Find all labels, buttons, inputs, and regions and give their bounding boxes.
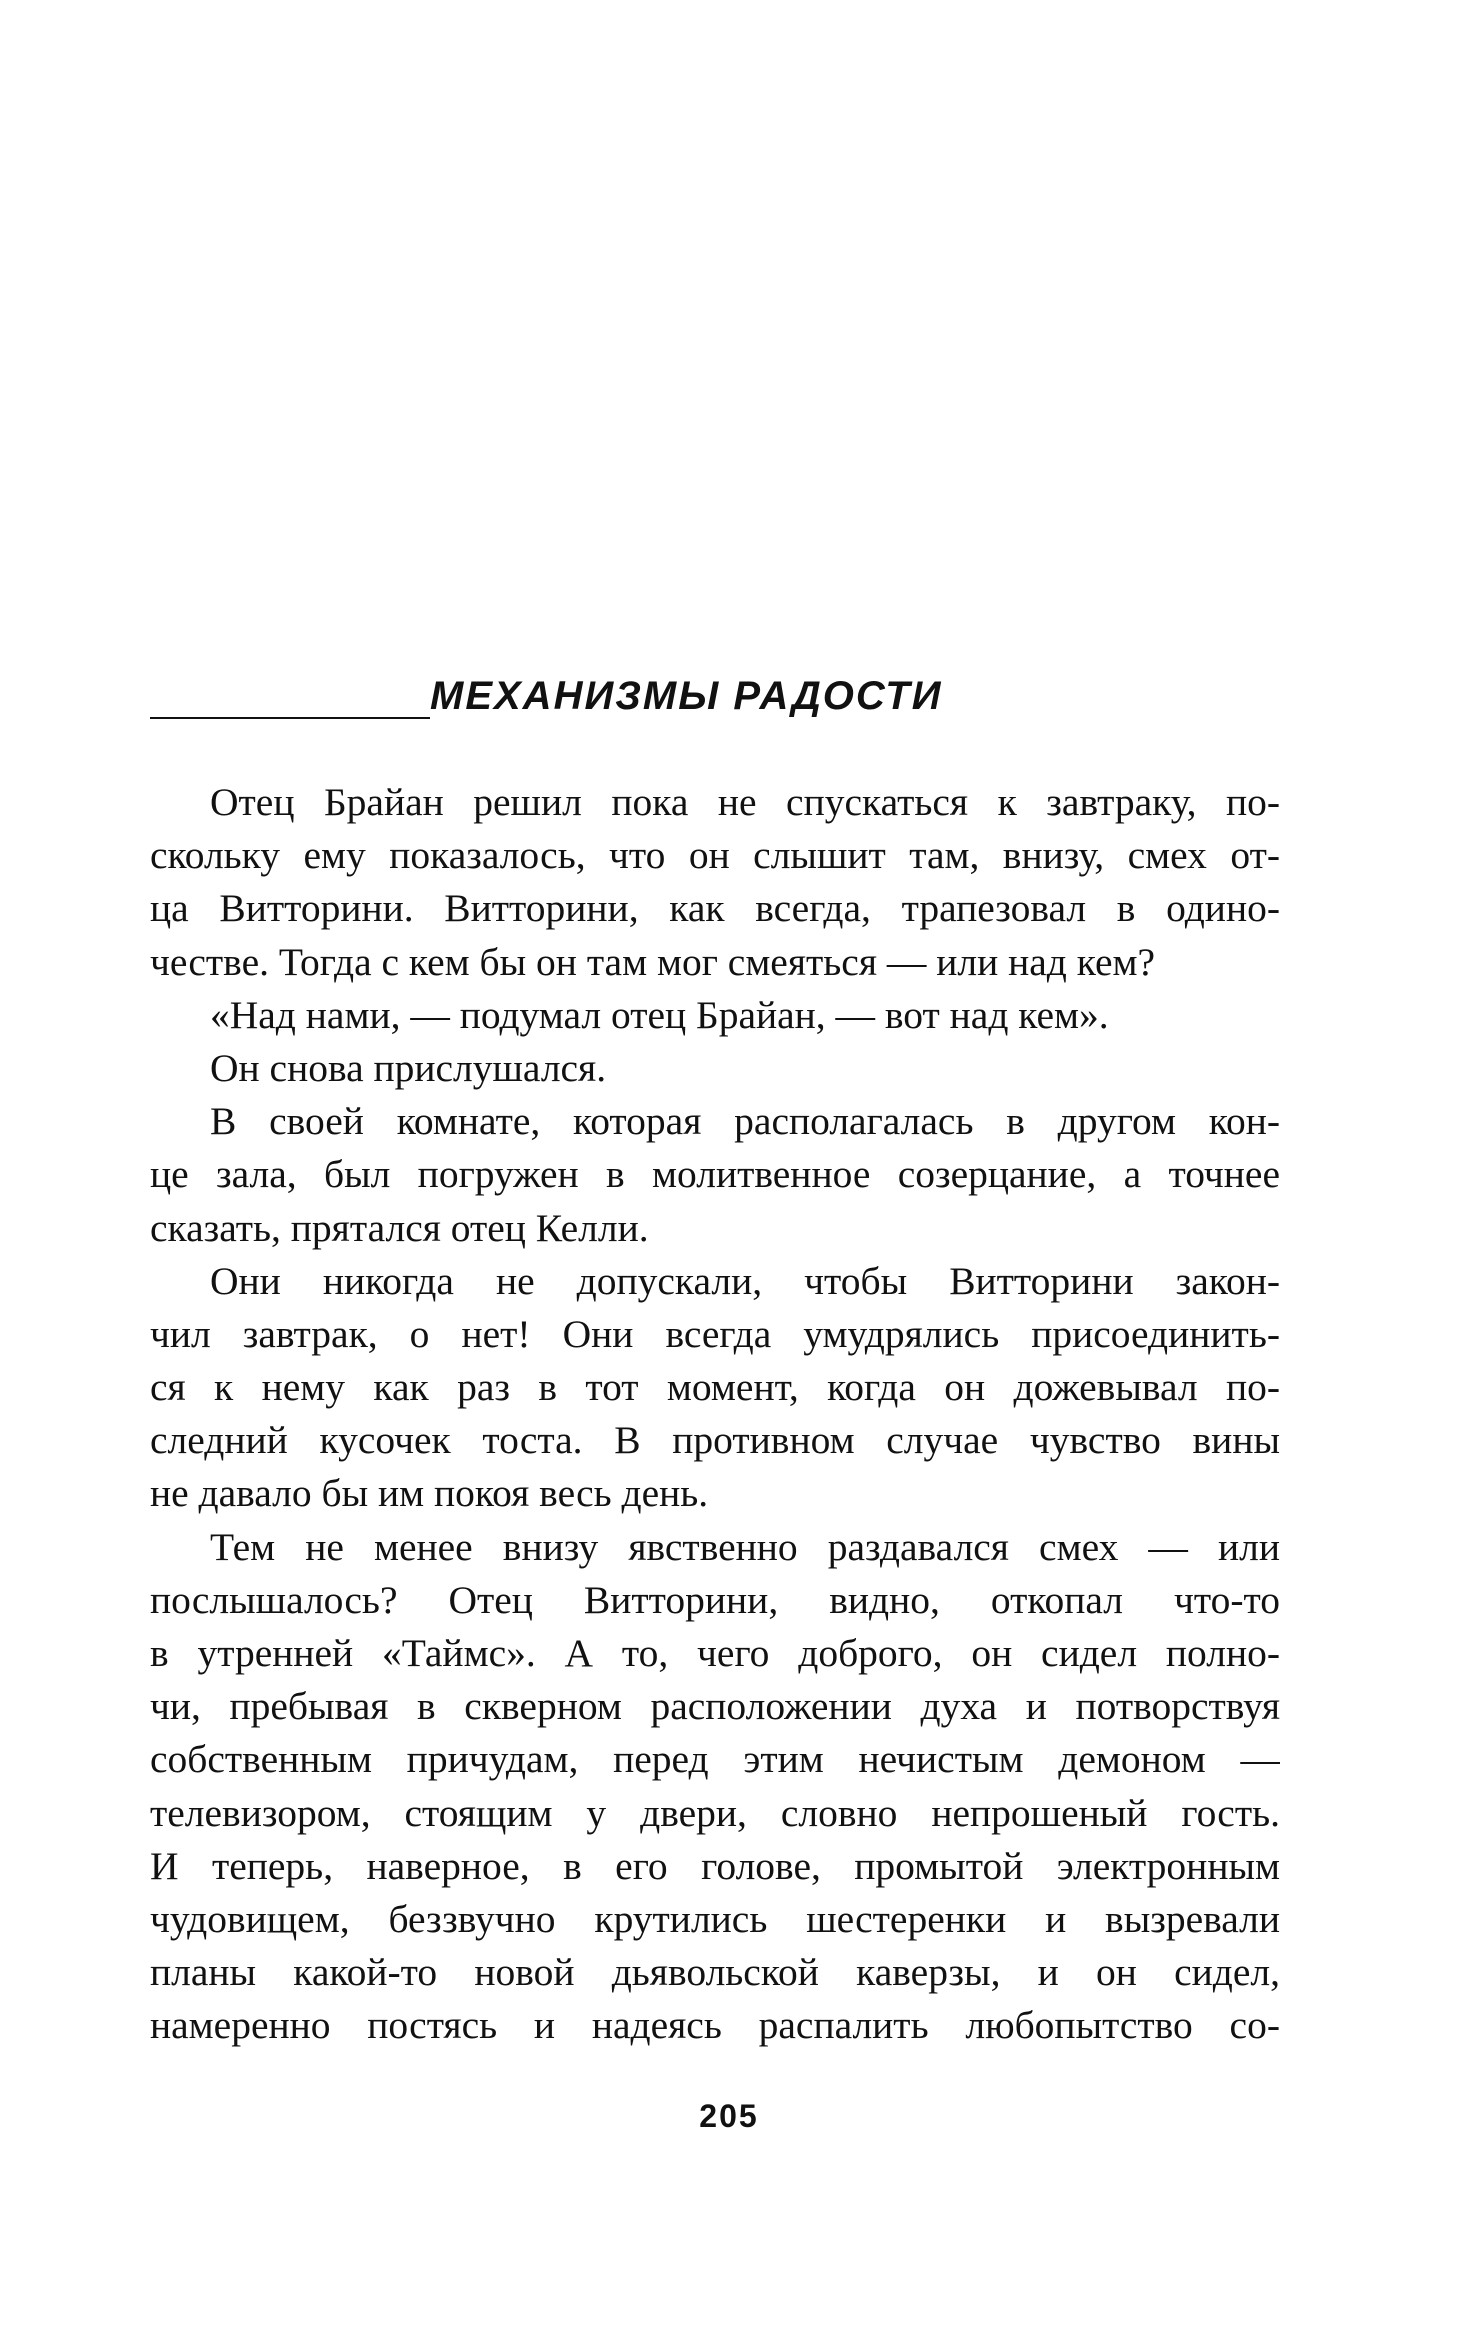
text-line [150,1733,1280,1786]
text-line [150,936,1280,989]
text-line-content: сказать, прятался отец Келли. [150,1205,649,1250]
text-line [150,1095,1280,1148]
text-line [150,882,1280,935]
paragraph [150,989,1280,1042]
text-line [150,1680,1280,1733]
text-line-content: честве. Тогда с кем бы он там мог смеяться — или над кем? [150,939,1156,984]
text-line-content: чил завтрак, о нет! Они всегда умудрялись присоединить- [150,1311,1280,1356]
text-line [150,1521,1280,1574]
text-line-content: Они никогда не допускали, чтобы Витторини закон- [210,1258,1280,1303]
running-header [150,670,1280,730]
text-line-content: собственным причудам, перед этим нечистым демоном — [150,1737,1280,1782]
text-line-content: Он снова прислушался. [210,1045,607,1090]
text-line [150,1467,1280,1520]
text-line [150,1255,1280,1308]
text-line-content: в утренней «Таймс». А то, чего доброго, он сидел полно- [150,1631,1280,1675]
text-line [150,1946,1280,1999]
text-line [150,1999,1280,2052]
text-line [150,1787,1280,1840]
text-line-content: намеренно постясь и надеясь распалить любопытство со- [150,2003,1280,2048]
header-rule [150,717,430,719]
text-line-content: Отец Брайан решил пока не спускаться к завтраку, по- [210,780,1280,824]
text-line-content: Тем не менее внизу явственно раздавался смех — или [210,1524,1280,1569]
text-line-content: послышалось? Отец Витторини, видно, откопал что-то [150,1577,1280,1622]
text-line-content: телевизором, стоящим у двери, словно непрошеный гость. [150,1790,1280,1835]
text-line-content: не давало бы им покоя весь день. [150,1471,709,1516]
text-line-content: чудовищем, беззвучно крутились шестеренки и вызревали [150,1896,1280,1941]
text-line [150,829,1280,882]
text-line [150,1308,1280,1361]
text-line-content: ся к нему как раз в тот момент, когда он дожевывал по- [150,1365,1280,1410]
text-line [150,1414,1280,1467]
body-text [150,776,1280,2053]
page-number: 205 [699,2098,759,2134]
text-line [150,1202,1280,1255]
text-line-content: чи, пребывая в скверном расположении духа и потворствуя [150,1684,1280,1729]
text-line-content: це зала, был погружен в молитвенное созерцание, а точнее [150,1152,1280,1197]
text-line-content: «Над нами, — подумал отец Брайан, — вот над кем». [210,992,1109,1037]
text-line-content: планы какой-то новой дьявольской каверзы, и он сидел, [150,1950,1280,1995]
text-line [150,1893,1280,1946]
text-line-content: скольку ему показалось, что он слышит там, внизу, смех от- [150,833,1280,878]
paragraph [150,1255,1280,1521]
text-line-content: ца Витторини. Витторини, как всегда, трапезовал в одино- [150,886,1280,931]
text-line-content: следний кусочек тоста. В противном случае чувство вины [150,1418,1280,1463]
text-line [150,776,1280,829]
text-line [150,1627,1280,1680]
text-line-content: В своей комнате, которая располагалась в другом кон- [210,1099,1280,1144]
chapter-title: МЕХАНИЗМЫ РАДОСТИ [430,674,943,718]
paragraph [150,1095,1280,1255]
text-line [150,1148,1280,1201]
text-line [150,1042,1280,1095]
text-line [150,989,1280,1042]
text-line [150,1574,1280,1627]
paragraph [150,776,1280,989]
paragraph [150,1042,1280,1095]
paragraph [150,1521,1280,2053]
text-line-content: И теперь, наверное, в его голове, промытой электронным [150,1843,1280,1888]
text-line [150,1361,1280,1414]
text-line [150,1840,1280,1893]
